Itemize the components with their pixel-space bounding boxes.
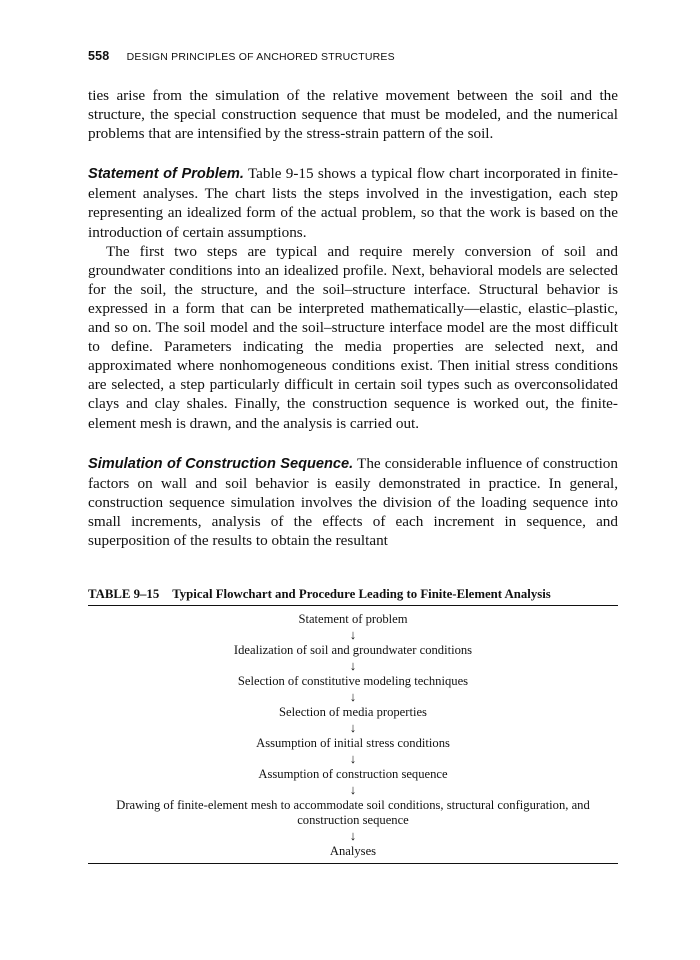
- down-arrow-icon: ↓: [349, 828, 357, 843]
- flow-step: Statement of problem: [298, 612, 408, 626]
- down-arrow-icon: ↓: [349, 720, 357, 735]
- paragraph-text: Table 9-15 shows a typical flow chart incorporated in finite-element analyses. The chart lists the steps involved in the investigation, each step representing an idealized form of the actual problem, so that the work is based on the introduction of certain assumptions.: [88, 165, 619, 241]
- flow-step: Idealization of soil and groundwater conditions: [233, 643, 473, 657]
- flow-step: Assumption of initial stress conditions: [256, 736, 450, 750]
- page-number: 558: [88, 49, 110, 63]
- paragraph-construction-sequence: [88, 454, 618, 550]
- table-label: TABLE 9–15: [88, 587, 160, 601]
- paragraph-text: The considerable influence of construction factors on wall and soil behavior is easily demonstrated in practice. In general, construction sequence simulation involves the division of the loading sequence into small increments, analysis of the effects of each increment in sequence, and superposition of the results to obtain the resultant: [88, 454, 618, 549]
- flow-step: Drawing of finite-element mesh to accommodate soil conditions, structural configuration, and construction sequence: [116, 798, 590, 827]
- paragraph-steps: The first two steps are typical and require merely conversion of soil and groundwater conditions into an idealized profile. Next, behavioral models are selected for the soil, the structure, and the soil–structure interface. Structural behavior is expressed in a form that can be interpreted mathematically—elastic, elastic–plastic, and so on. The soil model and the soil–structure interface model are the most difficult to define. Parameters indicating the media properties are selected next, and approximated where nonhomogeneous conditions exist. Then initial stress conditions are selected, a step particularly difficult in certain soil types such as overconsolidated clays and clay shales. Finally, the construction sequence is worked out, the finite-element mesh is drawn, and the analysis is carried out.: [88, 242, 618, 432]
- flowchart: [88, 606, 618, 864]
- flow-step: Selection of media properties: [279, 705, 427, 719]
- down-arrow-icon: ↓: [349, 751, 357, 766]
- table-title: Typical Flowchart and Procedure Leading to Finite-Element Analysis: [172, 587, 551, 601]
- paragraph-continuation: ties arise from the simulation of the relative movement between the soil and the structure, the special construction sequence that must be modeled, and the numerical problems that are intensified by the stress-strain pattern of the soil.: [88, 87, 618, 143]
- down-arrow-icon: ↓: [349, 689, 357, 704]
- run-in-heading-statement-of-problem: Statement of Problem.: [88, 166, 244, 183]
- paragraph-statement-of-problem: [88, 164, 618, 241]
- flow-step: Assumption of construction sequence: [258, 767, 448, 781]
- body-text: [88, 86, 618, 550]
- table-caption: [88, 587, 618, 606]
- page-header: [88, 49, 618, 63]
- flow-step: Selection of constitutive modeling techniques: [237, 674, 469, 688]
- run-in-heading-simulation-of-construction-sequence: Simulation of Construction Sequence.: [88, 455, 354, 472]
- table-9-15: [88, 587, 618, 864]
- down-arrow-icon: ↓: [349, 627, 357, 642]
- down-arrow-icon: ↓: [349, 658, 357, 673]
- down-arrow-icon: ↓: [349, 782, 357, 797]
- running-title: DESIGN PRINCIPLES OF ANCHORED STRUCTURES: [126, 51, 395, 63]
- flow-step: Analyses: [329, 844, 377, 858]
